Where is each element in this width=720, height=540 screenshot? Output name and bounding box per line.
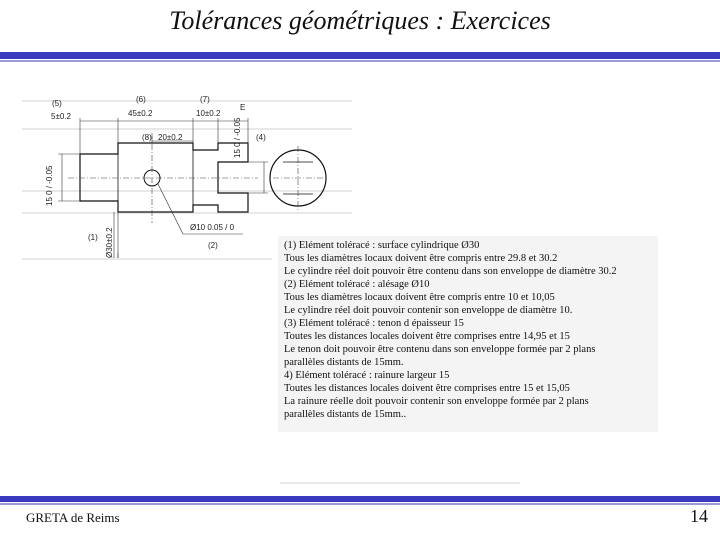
text-line: La rainure réelle doit pouvoir contenir son enveloppe formée par 2 plans <box>284 396 589 407</box>
text-line: Le cylindre réel doit pouvoir contenir son enveloppe de diamètre 10. <box>284 305 573 316</box>
text-line: (1) Elément toléracé : surface cylindrique Ø30 <box>284 240 480 251</box>
text-line: 4) Elément toléracé : rainure largeur 15 <box>284 370 450 381</box>
centerline <box>68 133 258 223</box>
dim-45: 45±0.2 <box>128 109 153 118</box>
text-line: (3) Elément toléracé : tenon d épaisseur 15 <box>284 318 464 329</box>
header-divider <box>0 52 720 59</box>
callout-1: (1) <box>88 233 98 242</box>
end-view <box>270 146 326 210</box>
footer-divider-shadow <box>0 503 720 505</box>
dim-shaft-30: Ø30±0.2 <box>105 227 114 258</box>
text-line: Toutes les distances locales doivent être comprises entre 15 et 15,05 <box>284 383 570 394</box>
page-number: 14 <box>690 506 708 526</box>
callout-5: (5) <box>52 99 62 108</box>
text-line: parallèles distants de 15mm.. <box>284 409 407 420</box>
callout-2: (2) <box>208 241 218 250</box>
dim-15-left: 15 0 / -0.05 <box>45 165 54 206</box>
text-line: Le tenon doit pouvoir être contenu dans son enveloppe formée par 2 plans <box>284 344 596 355</box>
dim-20: 20±0.2 <box>158 133 183 142</box>
callout-6: (6) <box>136 95 146 104</box>
dim-bore-10: Ø10 0.05 / 0 <box>190 223 235 232</box>
text-line: Tous les diamètres locaux doivent être compris entre 29.8 et 30.2 <box>284 253 558 264</box>
text-line: Toutes les distances locales doivent être comprises entre 14,95 et 15 <box>284 331 570 342</box>
page-title: Tolérances géométriques : Exercices <box>169 6 551 35</box>
dim-15-tenon: 15 0 / -0.05 <box>233 117 242 158</box>
callout-8: (8) <box>142 133 152 142</box>
callout-7: (7) <box>200 95 210 104</box>
dim-10: 10±0.2 <box>196 109 221 118</box>
dim-5: 5±0.2 <box>51 112 71 121</box>
footer-organization: GRETA de Reims <box>26 510 120 525</box>
footer-divider <box>0 496 720 502</box>
text-line: (2) Elément toléracé : alésage Ø10 <box>284 279 430 290</box>
text-line: parallèles distants de 15mm. <box>284 357 404 368</box>
explanation-panel <box>278 236 658 432</box>
text-line: Le cylindre réel doit pouvoir être contenu dans son enveloppe de diamètre 30.2 <box>284 266 617 277</box>
callout-4: (4) <box>256 133 266 142</box>
header-divider-shadow <box>0 60 720 62</box>
text-line: Tous les diamètres locaux doivent être compris entre 10 et 10,05 <box>284 292 555 303</box>
envelope-symbol: E <box>240 103 246 112</box>
background-text-trace <box>280 482 520 484</box>
part-outline <box>80 143 248 212</box>
